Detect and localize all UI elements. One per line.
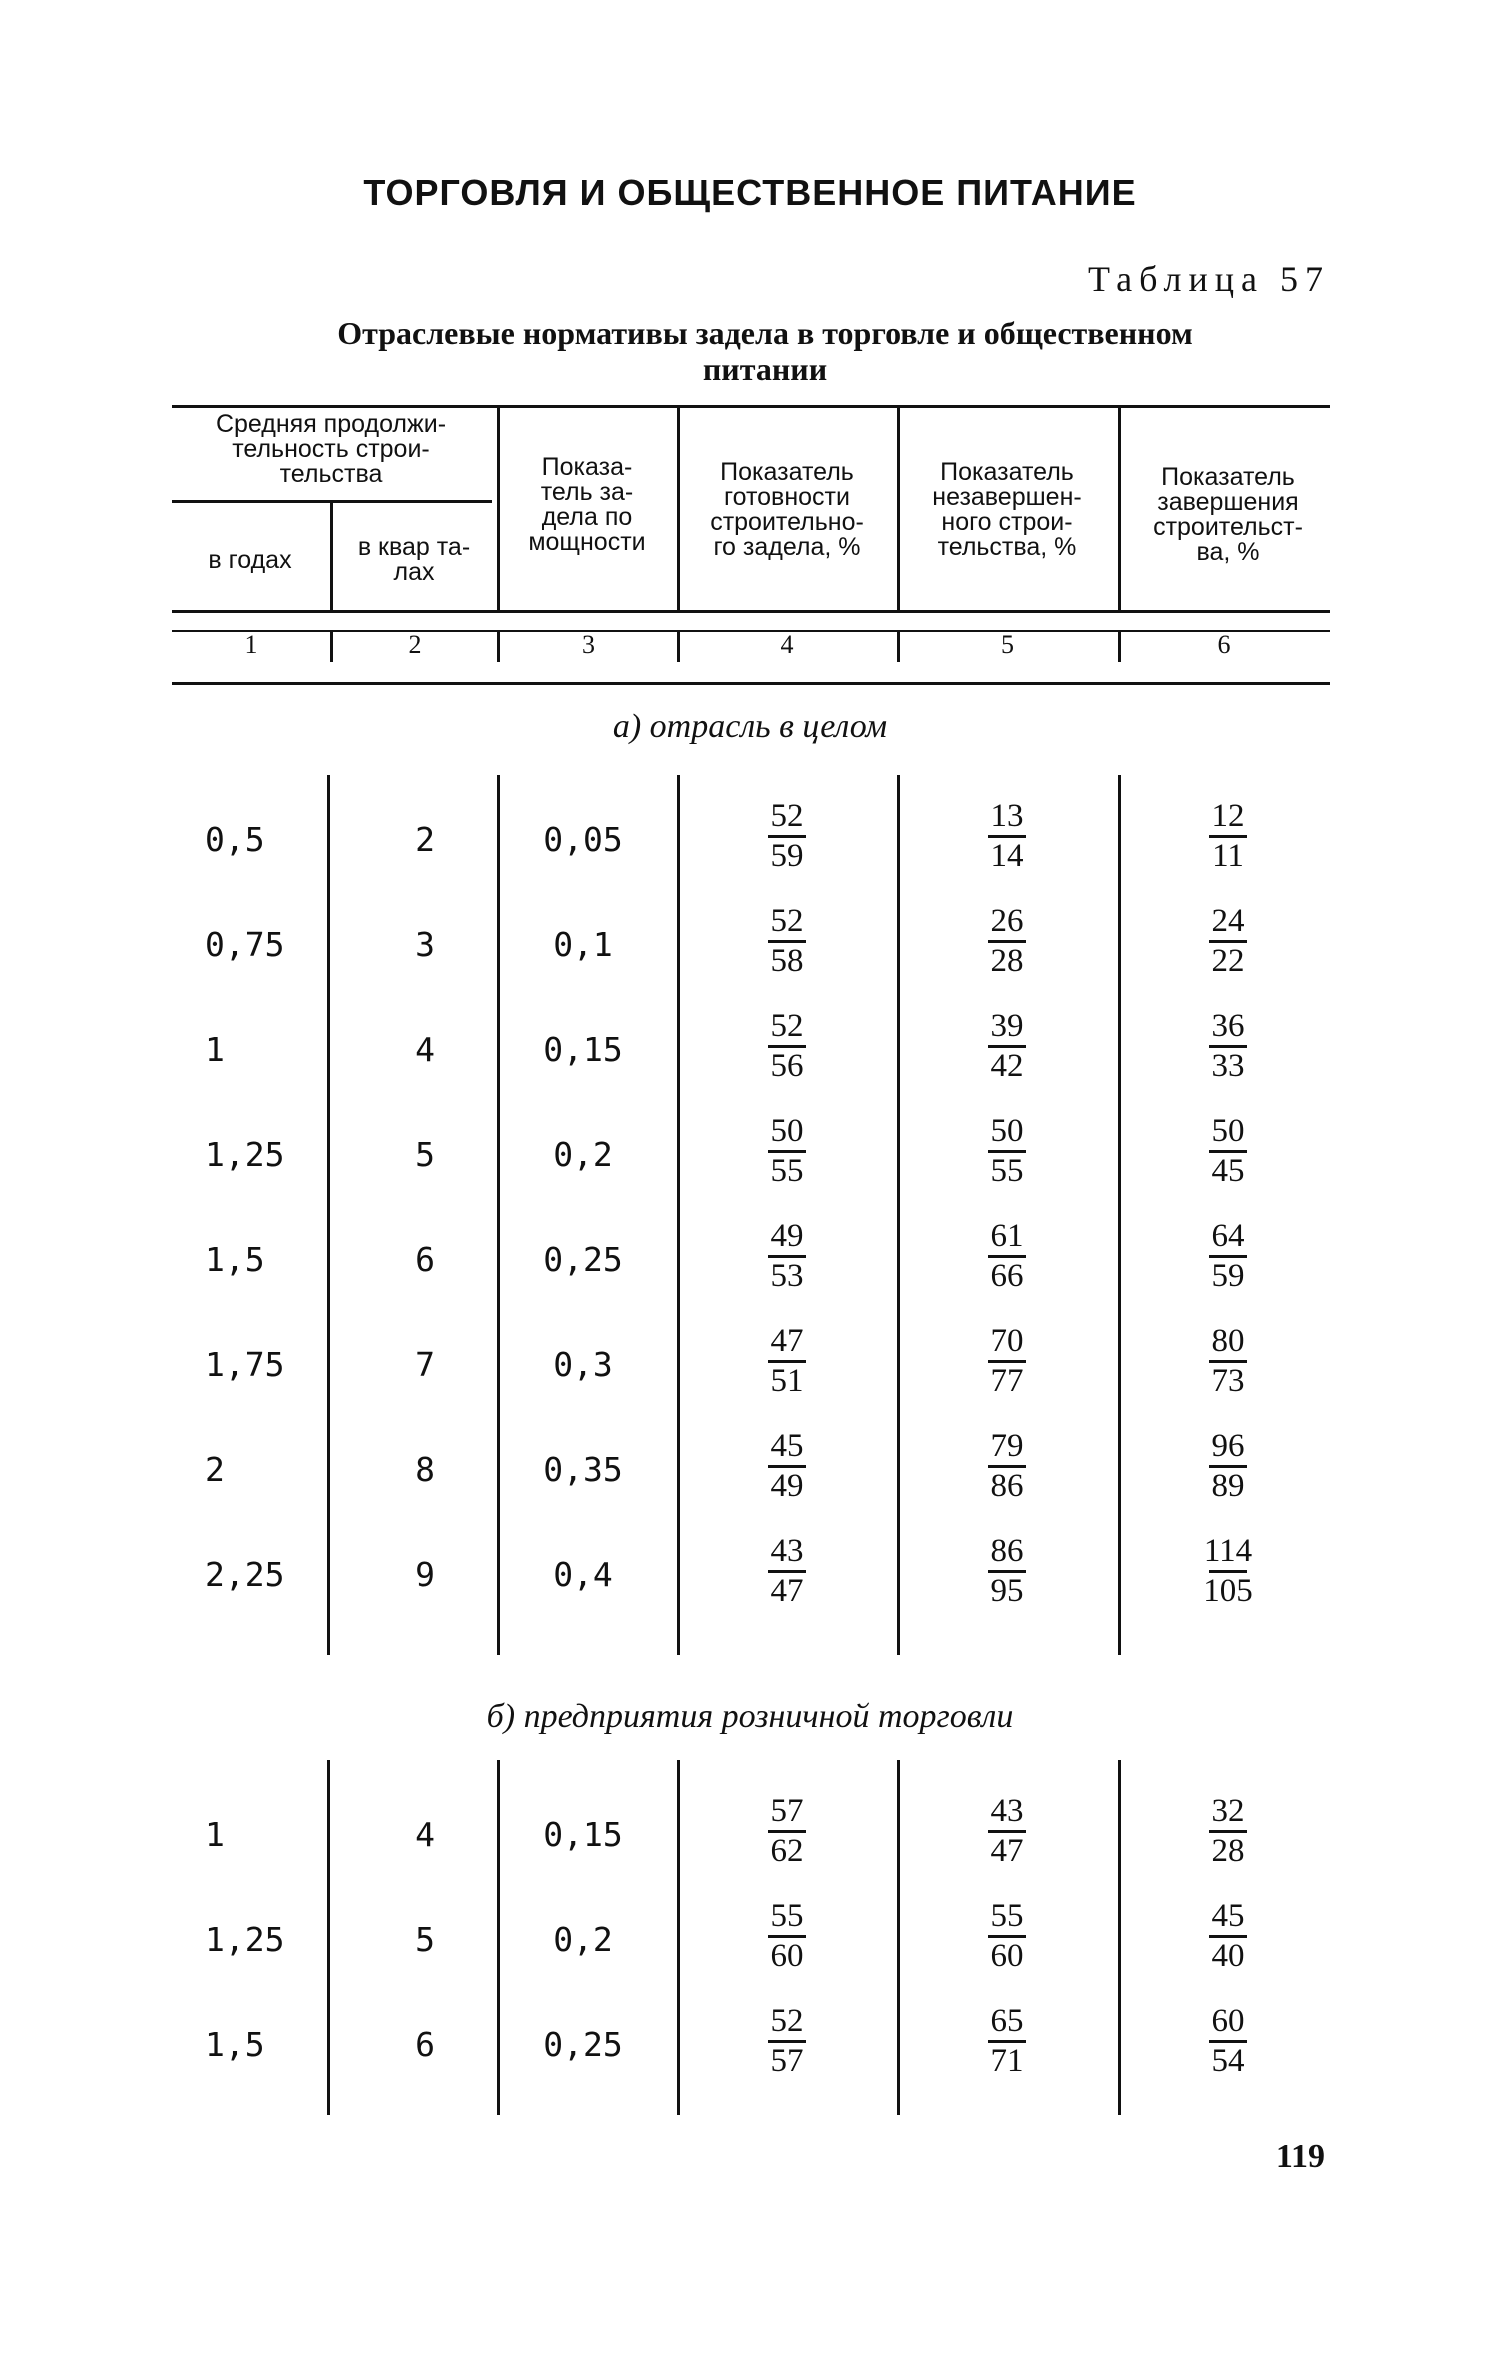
cell-rate: 0,4 (553, 1555, 613, 1594)
numerator: 60 (1211, 2003, 1245, 2039)
numerator: 49 (770, 1218, 804, 1254)
denominator: 59 (770, 838, 804, 874)
group-header (181, 412, 481, 487)
denominator: 55 (770, 1153, 804, 1189)
header-years (175, 548, 325, 573)
numerator: 24 (1211, 903, 1245, 939)
column-divider (327, 775, 330, 1655)
cell-years: 0,5 (205, 820, 265, 859)
denominator: 55 (990, 1153, 1024, 1189)
cell-rate: 0,35 (543, 1450, 623, 1489)
page-number: 119 (1275, 2138, 1325, 2175)
section-title: а) отрасль в целом (612, 708, 888, 745)
fraction-completion (1168, 1428, 1288, 1505)
numerator: 43 (990, 1793, 1024, 1829)
cell-quarters: 5 (415, 1920, 435, 1959)
column-divider (677, 775, 680, 1655)
fraction-unfinished (947, 1113, 1067, 1190)
denominator: 28 (1211, 1833, 1245, 1869)
numerator: 57 (770, 1793, 804, 1829)
numerator: 43 (770, 1533, 804, 1569)
header-line: Средняя продолжи- (215, 410, 447, 438)
numerator: 47 (770, 1323, 804, 1359)
header-line: тельность строи- (232, 435, 430, 463)
header-line: го задела, % (713, 533, 861, 561)
denominator: 86 (990, 1468, 1024, 1504)
fraction-unfinished (947, 1008, 1067, 1085)
denominator: 105 (1203, 1573, 1253, 1609)
denominator: 59 (1211, 1258, 1245, 1294)
cell-rate: 0,2 (553, 1135, 613, 1174)
cell-rate: 0,1 (553, 925, 613, 964)
numerator: 52 (770, 903, 804, 939)
denominator: 14 (990, 838, 1024, 874)
page-heading: ТОРГОВЛЯ И ОБЩЕСТВЕННОЕ ПИТАНИЕ (363, 172, 1137, 213)
fraction-unfinished (947, 1793, 1067, 1870)
column-number: 2 (408, 630, 422, 659)
fraction-completion (1168, 1793, 1288, 1870)
fraction-completion (1168, 1113, 1288, 1190)
denominator: 71 (990, 2043, 1024, 2079)
fraction-readiness (727, 1323, 847, 1400)
numerator: 96 (1211, 1428, 1245, 1464)
header-line: в квар та- (357, 533, 471, 561)
header-line: ного строи- (941, 508, 1073, 536)
denominator: 89 (1211, 1468, 1245, 1504)
column-divider (497, 405, 500, 613)
cell-years: 1,25 (205, 1135, 285, 1174)
numerator: 55 (770, 1898, 804, 1934)
fraction-unfinished (947, 1533, 1067, 1610)
denominator: 28 (990, 943, 1024, 979)
column-divider (677, 632, 680, 662)
denominator: 57 (770, 2043, 804, 2079)
header-line: Показа- (541, 453, 633, 481)
denominator: 11 (1212, 838, 1244, 874)
numerator: 65 (990, 2003, 1024, 2039)
fraction-readiness (727, 1113, 847, 1190)
numerator: 45 (1211, 1898, 1245, 1934)
cell-rate: 0,05 (543, 820, 623, 859)
numerator: 36 (1211, 1008, 1245, 1044)
denominator: 40 (1211, 1938, 1245, 1974)
fraction-unfinished (947, 1428, 1067, 1505)
numerator: 50 (1211, 1113, 1245, 1149)
fraction-readiness (727, 1428, 847, 1505)
fraction-readiness (727, 903, 847, 980)
header-line: тельства, % (937, 533, 1077, 561)
column-divider (677, 1760, 680, 2115)
denominator: 77 (990, 1363, 1024, 1399)
header-line: тельства (279, 460, 383, 488)
fraction-readiness (727, 1793, 847, 1870)
cell-quarters: 5 (415, 1135, 435, 1174)
column-number: 6 (1217, 630, 1231, 659)
denominator: 49 (770, 1468, 804, 1504)
header-quarters (334, 535, 494, 585)
cell-years: 2,25 (205, 1555, 285, 1594)
denominator: 22 (1211, 943, 1245, 979)
fraction-completion (1168, 1218, 1288, 1295)
numerator: 114 (1203, 1533, 1253, 1569)
cell-years: 1 (205, 1815, 225, 1854)
fraction-unfinished (947, 798, 1067, 875)
cell-quarters: 8 (415, 1450, 435, 1489)
column-divider (497, 775, 500, 1655)
fraction-unfinished (947, 1323, 1067, 1400)
header-line: строительст- (1153, 513, 1303, 541)
fraction-completion (1168, 1898, 1288, 1975)
denominator: 60 (990, 1938, 1024, 1974)
column-divider (1118, 405, 1121, 613)
cell-years: 1,25 (205, 1920, 285, 1959)
section-title: б) предприятия розничной торговли (486, 1698, 1014, 1735)
column-divider (677, 405, 680, 613)
numerator: 12 (1211, 798, 1245, 834)
header-line: Показатель (1161, 463, 1295, 491)
fraction-readiness (727, 798, 847, 875)
denominator: 95 (990, 1573, 1024, 1609)
fraction-completion (1168, 903, 1288, 980)
header-line: незавершен- (932, 483, 1082, 511)
cell-years: 0,75 (205, 925, 285, 964)
header-line: Показатель (940, 458, 1074, 486)
cell-years: 1,5 (205, 2025, 265, 2064)
table-caption-line: питании (702, 351, 828, 387)
denominator: 62 (770, 1833, 804, 1869)
fraction-readiness (727, 1898, 847, 1975)
numerator: 45 (770, 1428, 804, 1464)
denominator: 47 (990, 1833, 1024, 1869)
cell-quarters: 2 (415, 820, 435, 859)
header-rate (502, 455, 672, 555)
fraction-completion (1168, 1533, 1288, 1610)
table-caption (230, 315, 1300, 387)
rule-line (172, 682, 1330, 685)
cell-rate: 0,2 (553, 1920, 613, 1959)
fraction-readiness (727, 1533, 847, 1610)
cell-rate: 0,25 (543, 1240, 623, 1279)
fraction-completion (1168, 2003, 1288, 2080)
denominator: 45 (1211, 1153, 1245, 1189)
numerator: 26 (990, 903, 1024, 939)
cell-quarters: 4 (415, 1030, 435, 1069)
cell-quarters: 6 (415, 2025, 435, 2064)
column-divider (497, 632, 500, 662)
numerator: 64 (1211, 1218, 1245, 1254)
header-line: тель за- (540, 478, 634, 506)
column-divider (897, 405, 900, 613)
header-line: Показатель (720, 458, 854, 486)
numerator: 80 (1211, 1323, 1245, 1359)
rule-line (172, 610, 1330, 613)
numerator: 50 (990, 1113, 1024, 1149)
denominator: 66 (990, 1258, 1024, 1294)
cell-quarters: 9 (415, 1555, 435, 1594)
column-number: 4 (780, 630, 794, 659)
header-readiness (682, 460, 892, 560)
numerator: 55 (990, 1898, 1024, 1934)
cell-years: 2 (205, 1450, 225, 1489)
numerator: 61 (990, 1218, 1024, 1254)
numerator: 13 (990, 798, 1024, 834)
column-number: 3 (582, 630, 595, 659)
fraction-completion (1168, 798, 1288, 875)
cell-quarters: 4 (415, 1815, 435, 1854)
column-divider (1118, 1760, 1121, 2115)
fraction-readiness (727, 1008, 847, 1085)
fraction-unfinished (947, 903, 1067, 980)
fraction-unfinished (947, 1898, 1067, 1975)
header-completion (1123, 465, 1333, 565)
column-divider (1118, 775, 1121, 1655)
rule-line (172, 405, 1330, 408)
header-line: мощности (528, 528, 646, 556)
denominator: 60 (770, 1938, 804, 1974)
numerator: 32 (1211, 1793, 1245, 1829)
header-line: строительно- (710, 508, 864, 536)
cell-rate: 0,15 (543, 1815, 623, 1854)
header-line: дела по (541, 503, 633, 531)
column-divider (897, 632, 900, 662)
header-line: готовности (724, 483, 850, 511)
column-divider (1118, 632, 1121, 662)
column-number: 5 (1001, 630, 1014, 659)
column-divider (897, 1760, 900, 2115)
fraction-completion (1168, 1008, 1288, 1085)
cell-rate: 0,15 (543, 1030, 623, 1069)
numerator: 52 (770, 2003, 804, 2039)
cell-quarters: 6 (415, 1240, 435, 1279)
column-number: 1 (244, 630, 258, 659)
numerator: 79 (990, 1428, 1024, 1464)
denominator: 51 (770, 1363, 804, 1399)
header-line: лах (393, 558, 435, 586)
cell-rate: 0,25 (543, 2025, 623, 2064)
cell-years: 1,5 (205, 1240, 265, 1279)
fraction-unfinished (947, 2003, 1067, 2080)
numerator: 86 (990, 1533, 1024, 1569)
cell-years: 1 (205, 1030, 225, 1069)
cell-quarters: 7 (415, 1345, 435, 1384)
denominator: 42 (990, 1048, 1024, 1084)
table-caption-line: Отраслевые нормативы задела в торговле и общественном (337, 315, 1193, 351)
denominator: 47 (770, 1573, 804, 1609)
cell-years: 1,75 (205, 1345, 285, 1384)
header-line: в годах (208, 546, 292, 574)
denominator: 73 (1211, 1363, 1245, 1399)
column-divider (497, 1760, 500, 2115)
fraction-completion (1168, 1323, 1288, 1400)
denominator: 53 (770, 1258, 804, 1294)
denominator: 33 (1211, 1048, 1245, 1084)
column-divider (330, 500, 333, 610)
header-unfinished (902, 460, 1112, 560)
column-divider (330, 632, 333, 662)
denominator: 58 (770, 943, 804, 979)
header-line: ва, % (1196, 538, 1260, 566)
fraction-readiness (727, 1218, 847, 1295)
numerator: 52 (770, 1008, 804, 1044)
denominator: 56 (770, 1048, 804, 1084)
numerator: 39 (990, 1008, 1024, 1044)
denominator: 54 (1211, 2043, 1245, 2079)
numerator: 50 (770, 1113, 804, 1149)
numerator: 52 (770, 798, 804, 834)
numerator: 70 (990, 1323, 1024, 1359)
fraction-unfinished (947, 1218, 1067, 1295)
table-number: Таблица 57 (1088, 259, 1330, 299)
header-line: завершения (1157, 488, 1299, 516)
fraction-readiness (727, 2003, 847, 2080)
column-divider (327, 1760, 330, 2115)
cell-quarters: 3 (415, 925, 435, 964)
column-divider (897, 775, 900, 1655)
cell-rate: 0,3 (553, 1345, 613, 1384)
